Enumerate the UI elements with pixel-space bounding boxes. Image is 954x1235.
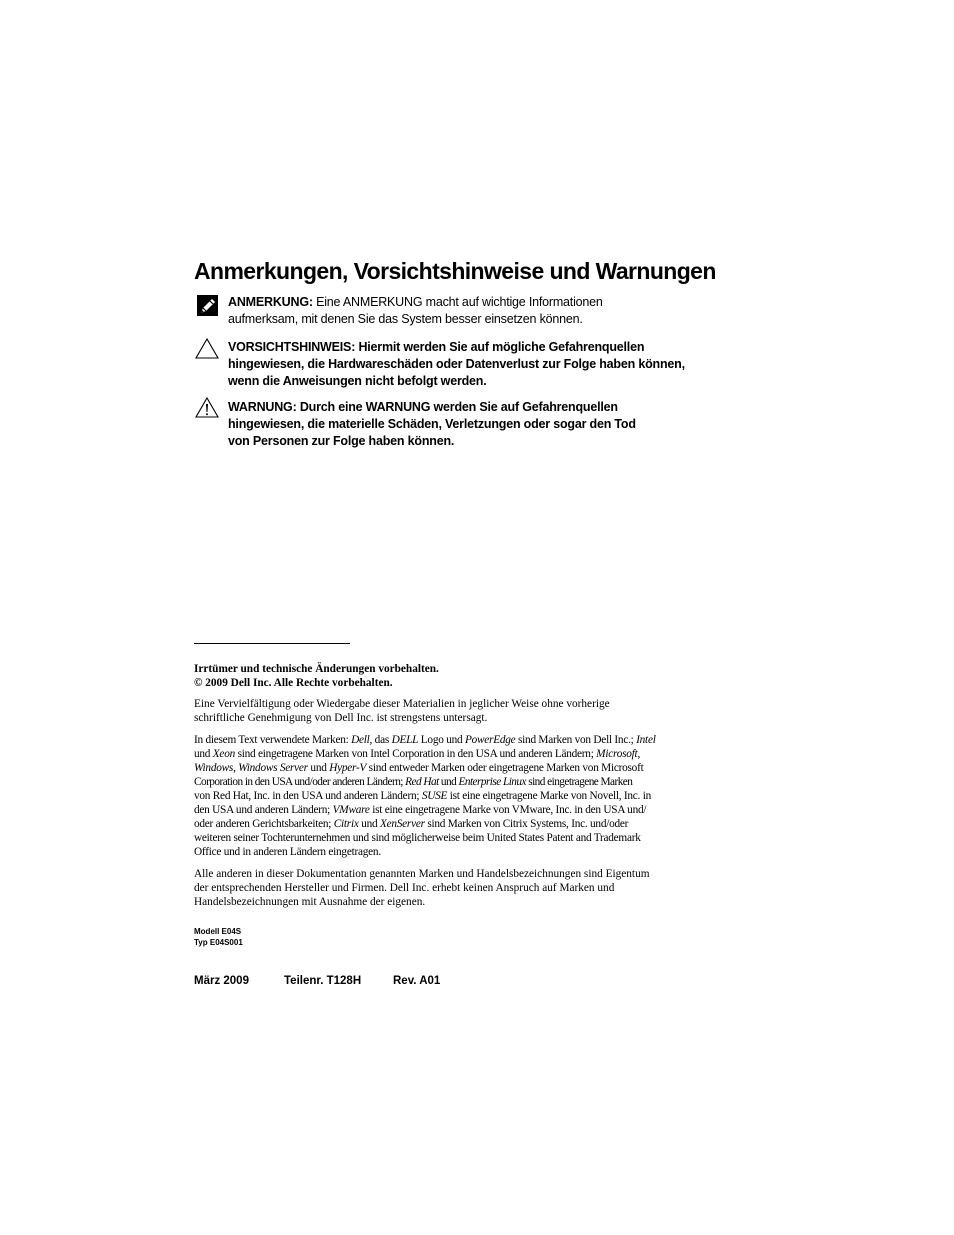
trademarks-line1: In diesem Text verwendete Marken: Dell, das DELL Logo und PowerEdge sind Marken von Dell Inc.; Intel bbox=[194, 734, 656, 746]
reproduction-line1: Eine Vervielfältigung oder Wiedergabe dieser Materialien in jeglicher Weise ohne vorherige bbox=[194, 698, 610, 710]
reproduction-line2: schriftliche Genehmigung von Dell Inc. ist strengstens untersagt. bbox=[194, 712, 488, 724]
trademarks-line2: und Xeon sind eingetragene Marken von Intel Corporation in den USA und anderen Ländern; Microsoft, bbox=[194, 748, 641, 760]
other-marks-line3: Handelsbezeichnungen mit Ausnahme der eigenen. bbox=[194, 896, 426, 908]
other-marks-line2: der entsprechenden Hersteller und Firmen. Dell Inc. erhebt keinen Anspruch auf Marken und bbox=[194, 882, 615, 894]
trademarks-line6: den USA und anderen Ländern; VMware ist eine eingetragene Marke von VMware, Inc. in den USA und/ bbox=[194, 804, 647, 816]
note-text-line1: Eine ANMERKUNG macht auf wichtige Informationen bbox=[316, 295, 603, 309]
caution-text-line1: Hiermit werden Sie auf mögliche Gefahrenquellen bbox=[358, 340, 645, 354]
disclaimer-line: Irrtümer und technische Änderungen vorbehalten. bbox=[194, 663, 439, 675]
trademarks-line8: weiteren seiner Tochterunternehmen und sind möglicherweise beim United States Patent and Trademark bbox=[194, 832, 641, 844]
warning-notice bbox=[228, 399, 698, 450]
caution-text-line3: wenn die Anweisungen nicht befolgt werden. bbox=[228, 374, 487, 388]
caution-label: VORSICHTSHINWEIS: bbox=[228, 340, 356, 354]
trademarks-paragraph bbox=[194, 733, 699, 859]
disclaimer-block bbox=[194, 662, 699, 690]
warning-triangle-icon bbox=[195, 396, 219, 420]
caution-triangle-icon bbox=[195, 337, 219, 361]
type-number: Typ E04S001 bbox=[194, 938, 243, 947]
footer-revision: Rev. A01 bbox=[393, 975, 441, 987]
footer-date: März 2009 bbox=[194, 975, 249, 987]
footnote-divider bbox=[194, 643, 350, 644]
trademarks-line9: Office und in anderen Ländern eingetragen. bbox=[194, 846, 381, 858]
trademarks-line4: Corporation in den USA und/oder anderen Ländern; Red Hat und Enterprise Linux sind eingetragene Marken bbox=[194, 776, 633, 788]
caution-notice bbox=[228, 339, 698, 390]
copyright-line: © 2009 Dell Inc. Alle Rechte vorbehalten. bbox=[194, 677, 393, 689]
model-number: Modell E04S bbox=[194, 927, 242, 936]
trademarks-line3: Windows, Windows Server und Hyper-V sind entweder Marken oder eingetragene Marken von Microsoft bbox=[194, 762, 644, 774]
page-title: Anmerkungen, Vorsichtshinweise und Warnungen bbox=[194, 258, 716, 284]
trademarks-line5: von Red Hat, Inc. in den USA und anderen Ländern; SUSE ist eine eingetragene Marke von Novell, Inc. in bbox=[194, 790, 651, 802]
warning-label: WARNUNG: bbox=[228, 400, 297, 414]
note-text-line2: aufmerksam, mit denen Sie das System besser einsetzen können. bbox=[228, 312, 583, 326]
pencil-note-icon bbox=[196, 294, 220, 318]
caution-text-line2: hingewiesen, die Hardwareschäden oder Datenverlust zur Folge haben können, bbox=[228, 357, 685, 371]
warning-text-line2: hingewiesen, die materielle Schäden, Verletzungen oder sogar den Tod bbox=[228, 417, 636, 431]
trademarks-line7: oder anderen Gerichtsbarkeiten; Citrix und XenServer sind Marken von Citrix Systems, Inc. und/oder bbox=[194, 818, 629, 830]
reproduction-paragraph bbox=[194, 697, 699, 725]
note-label: ANMERKUNG: bbox=[228, 295, 313, 309]
model-info bbox=[194, 926, 243, 948]
warning-text-line1: Durch eine WARNUNG werden Sie auf Gefahrenquellen bbox=[299, 400, 618, 414]
other-marks-paragraph bbox=[194, 867, 699, 909]
note-notice bbox=[228, 294, 698, 328]
footer-part-number: Teilenr. T128H bbox=[284, 975, 362, 987]
other-marks-line1: Alle anderen in dieser Dokumentation genannten Marken und Handelsbezeichnungen sind Eigentum bbox=[194, 868, 650, 880]
warning-text-line3: von Personen zur Folge haben können. bbox=[228, 434, 455, 448]
